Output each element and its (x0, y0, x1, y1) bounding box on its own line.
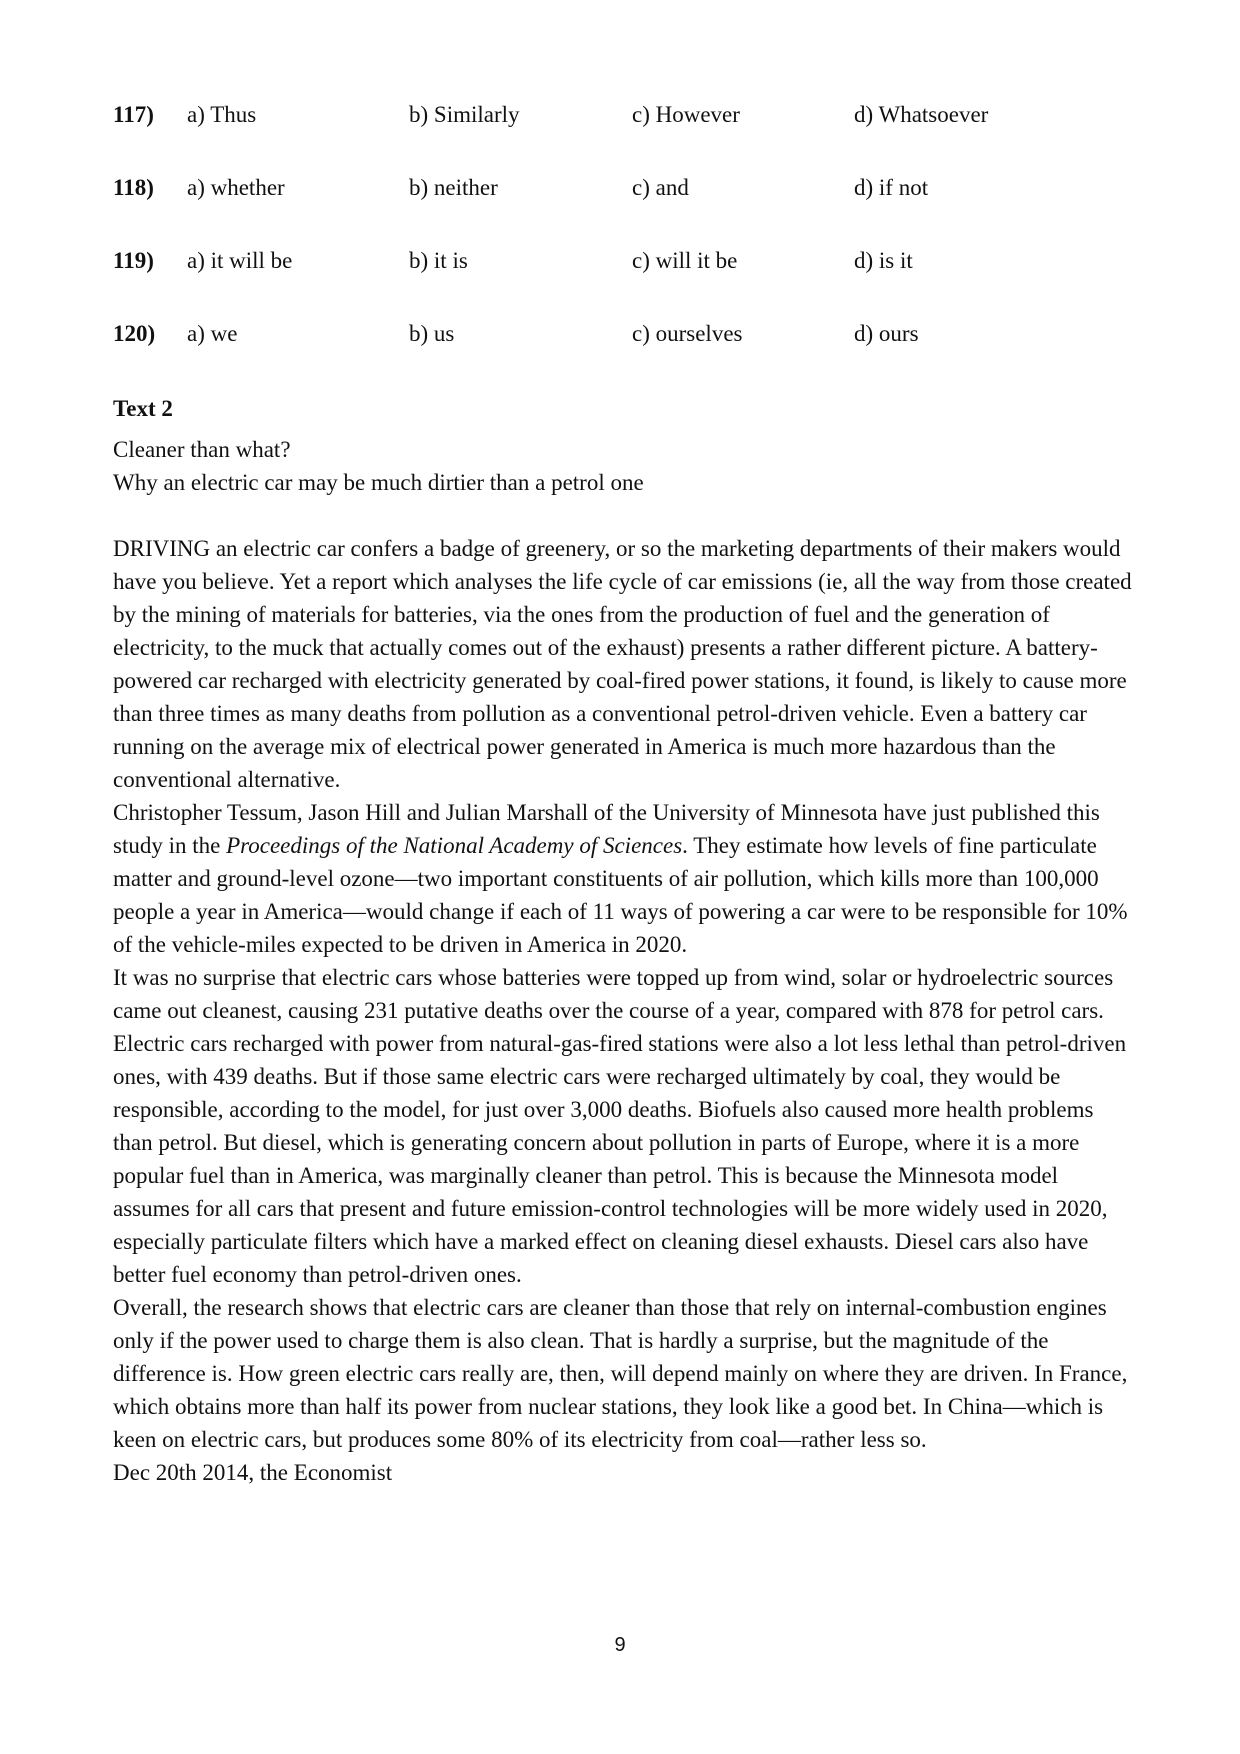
option-b: b) us (409, 321, 455, 346)
question-options-list (113, 101, 1133, 393)
option-d: d) ours (854, 321, 919, 346)
option-b: b) Similarly (409, 102, 520, 127)
option-a: a) we (187, 321, 238, 346)
option-c: c) ourselves (632, 321, 743, 346)
study-text-before: Christopher Tessum, Jason Hill and Julian Marshall of the University of Minnesota have just published this study in the (113, 800, 1100, 858)
option-a: a) Thus (187, 102, 257, 127)
option-d: d) if not (854, 175, 929, 200)
option-a: a) whether (187, 175, 285, 200)
section-heading: Text 2 (113, 396, 173, 421)
question-row (113, 101, 1133, 174)
journal-title: Proceedings of the National Academy of Sciences (226, 833, 683, 858)
question-row (113, 174, 1133, 247)
option-b: b) neither (409, 175, 498, 200)
text-2-section (113, 392, 1133, 1489)
option-b: b) it is (409, 248, 468, 273)
question-number: 117) (113, 102, 154, 127)
option-c: c) will it be (632, 248, 738, 273)
question-number: 119) (113, 248, 154, 273)
article-paragraph: Overall, the research shows that electric cars are cleaner than those that rely on internal-combustion engines only if the power used to charge them is also clean. That is hardly a surprise, but the magnitude of the difference is. How green electric cars really are, then, will depend mainly on where they are driven. In France, which obtains more than half its power from nuclear stations, they look like a good bet. In China—which is keen on electric cars, but produces some 80% of its electricity from coal—rather less so. (113, 1295, 1128, 1452)
option-c: c) However (632, 102, 740, 127)
question-number: 118) (113, 175, 154, 200)
option-d: d) Whatsoever (854, 102, 989, 127)
article-paragraph: It was no surprise that electric cars whose batteries were topped up from wind, solar or hydroelectric sources came out cleanest, causing 231 putative deaths over the course of a year, compared with 878 for petrol cars. Electric cars recharged with power from natural-gas-fired stations were also a lot less lethal than petrol-driven ones, with 439 deaths. But if those same electric cars were recharged ultimately by coal, they would be responsible, according to the model, for just over 3,000 deaths. Biofuels also caused more health problems than petrol. But diesel, which is generating concern about pollution in parts of Europe, where it is a more popular fuel than in America, was marginally cleaner than petrol. This is because the Minnesota model assumes for all cars that present and future emission-control technologies will be more widely used in 2020, especially particulate filters which have a marked effect on cleaning diesel exhausts. Diesel cars also have better fuel economy than petrol-driven ones. (113, 965, 1127, 1287)
option-d: d) is it (854, 248, 913, 273)
option-a: a) it will be (187, 248, 293, 273)
article-subtitle: Why an electric car may be much dirtier than a petrol one (113, 470, 644, 495)
article-paragraph: DRIVING an electric car confers a badge of greenery, or so the marketing departments of their makers would have you believe. Yet a report which analyses the life cycle of car emissions (ie, all the way from those created by the mining of materials for batteries, via the ones from the production of fuel and the generation of electricity, to the muck that actually comes out of the exhaust) presents a rather different picture. A battery-powered car recharged with electricity generated by coal-fired power stations, it found, is likely to cause more than three times as many deaths from pollution as a conventional petrol-driven vehicle. Even a battery car running on the average mix of electrical power generated in America is much more hazardous than the conventional alternative. (113, 536, 1132, 792)
question-number: 120) (113, 321, 156, 346)
article-paragraph-study (113, 796, 1133, 961)
question-row (113, 247, 1133, 320)
article-body (113, 532, 1133, 1489)
study-text-after: . They estimate how levels of fine particulate matter and ground-level ozone—two important constituents of air pollution, which kills more than 100,000 people a year in America—would change if each of 11 ways of powering a car were to be responsible for 10% of the vehicle-miles expected to be driven in America in 2020. (113, 833, 1128, 957)
page-number: 9 (614, 1634, 626, 1656)
article-title: Cleaner than what? (113, 437, 291, 462)
article-source: Dec 20th 2014, the Economist (113, 1460, 393, 1485)
option-c: c) and (632, 175, 689, 200)
question-row (113, 320, 1133, 393)
